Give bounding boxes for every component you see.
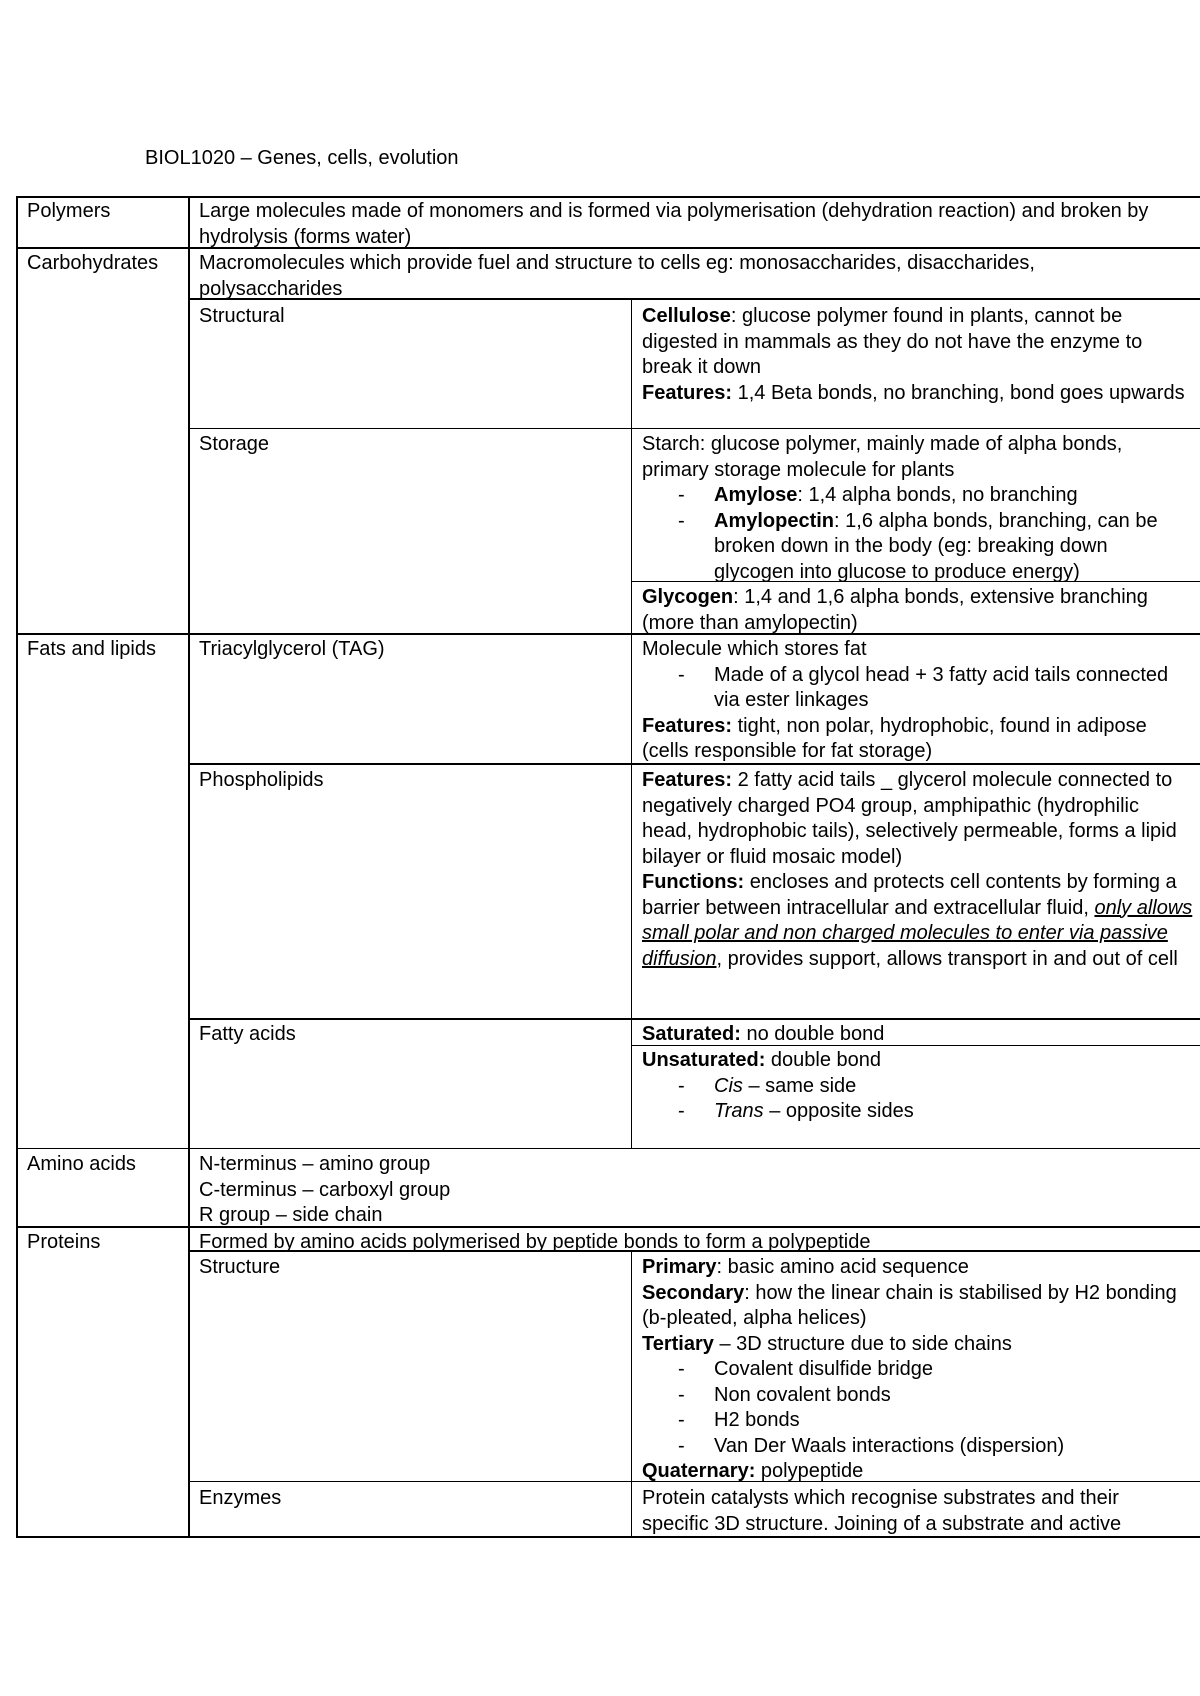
column-divider <box>188 196 190 1538</box>
saturated-text: Saturated: no double bond <box>642 1023 885 1045</box>
starch-text: Starch: glucose polymer, mainly made of alpha bonds, primary storage molecule for plants <box>642 433 1123 481</box>
tag-label: Triacylglycerol (TAG) <box>199 638 385 660</box>
carbohydrates-label: Carbohydrates <box>27 252 159 274</box>
proteins-label: Proteins <box>27 1231 101 1253</box>
storage-label: Storage <box>199 433 270 455</box>
phospholipids-label: Phospholipids <box>199 769 324 791</box>
structure-label: Structure <box>199 1256 281 1278</box>
unsaturated-text: Unsaturated: double bond - Cis – same side - Trans – opposite sides <box>642 1048 1187 1125</box>
carbohydrates-text: Macromolecules which provide fuel and structure to cells eg: monosaccharides, disaccharides, polysaccharides <box>199 252 1035 300</box>
subrow-divider <box>188 428 1200 429</box>
list-item: - Cis – same side <box>714 1074 1187 1100</box>
list-item: - Non covalent bonds <box>714 1383 1187 1409</box>
fats-label: Fats and lipids <box>27 638 156 660</box>
list-item: - Amylopectin: 1,6 alpha bonds, branching, can be broken down in the body (eg: breaking down glycogen into glucose to produce energy) <box>714 509 1187 586</box>
starch-list <box>642 483 1187 585</box>
proteins-text: Formed by amino acids polymerised by peptide bonds to form a polypeptide <box>199 1231 871 1253</box>
polymers-text: Large molecules made of monomers and is formed via polymerisation (dehydration reaction) and broken by hydrolysis (forms water) <box>199 200 1149 248</box>
structural-text: Cellulose: glucose polymer found in plants, cannot be digested in mammals as they do not have the enzyme to break it down Features: 1,4 Beta bonds, no branching, bond goes upwards <box>642 305 1185 404</box>
enzymes-label: Enzymes <box>199 1487 282 1509</box>
list-item: - Van Der Waals interactions (dispersion) <box>714 1434 1187 1460</box>
amino-text: N-terminus – amino group C-terminus – carboxyl group R group – side chain <box>199 1153 451 1226</box>
document-title: BIOL1020 – Genes, cells, evolution <box>145 147 459 169</box>
structure-text: Primary: basic amino acid sequence Secondary: how the linear chain is stabilised by H2 bonding (b-pleated, alpha helices) Tertiary – 3D structure due to side chains - Covalent disulfide bridge - Non covalent bonds - H2 bonds - Van Der Waals interactions (dispersion) Quaternary: polypeptide <box>642 1255 1187 1485</box>
column-divider <box>631 1250 632 1538</box>
polymers-label: Polymers <box>27 200 111 222</box>
emphasis-text: only allows small polar and non charged molecules to enter via passive diffusion <box>642 896 1193 970</box>
column-divider <box>631 298 632 1148</box>
list-item: - Trans – opposite sides <box>714 1099 1187 1125</box>
fatty-acids-label: Fatty acids <box>199 1023 296 1045</box>
storage-text <box>642 432 1187 585</box>
list-item: - Amylose: 1,4 alpha bonds, no branching <box>714 483 1187 509</box>
subrow-divider <box>188 1018 1200 1020</box>
amino-label: Amino acids <box>27 1153 136 1175</box>
cellulose-term: Cellulose <box>642 305 731 327</box>
tag-text: Molecule which stores fat - Made of a glycol head + 3 fatty acid tails connected via ester linkages Features: tight, non polar, hydrophobic, found in adipose (cells responsible for fat storage) <box>642 637 1187 765</box>
list-item: - H2 bonds <box>714 1408 1187 1434</box>
row-divider <box>16 1148 1200 1149</box>
structural-label: Structural <box>199 305 285 327</box>
features-term: Features: <box>642 381 733 404</box>
enzymes-text: Protein catalysts which recognise substrates and their specific 3D structure. Joining of a substrate and active <box>642 1487 1122 1535</box>
glycogen-text: Glycogen: 1,4 and 1,6 alpha bonds, extensive branching (more than amylopectin) <box>642 586 1148 634</box>
phospholipids-text: Features: 2 fatty acid tails _ glycerol molecule connected to negatively charged PO4 group, amphipathic (hydrophilic head, hydrophobic tails), selectively permeable, forms a lipid bilayer or fluid mosaic model) Functions: encloses and protects cell contents by forming a barrier between intracellular and extracellular fluid, only allows small polar and non charged molecules to enter via passive diffusion, provides support, allows transport in and out of cell <box>642 769 1193 970</box>
list-item: - Covalent disulfide bridge <box>714 1357 1187 1383</box>
list-item: - Made of a glycol head + 3 fatty acid tails connected via ester linkages <box>714 663 1187 714</box>
